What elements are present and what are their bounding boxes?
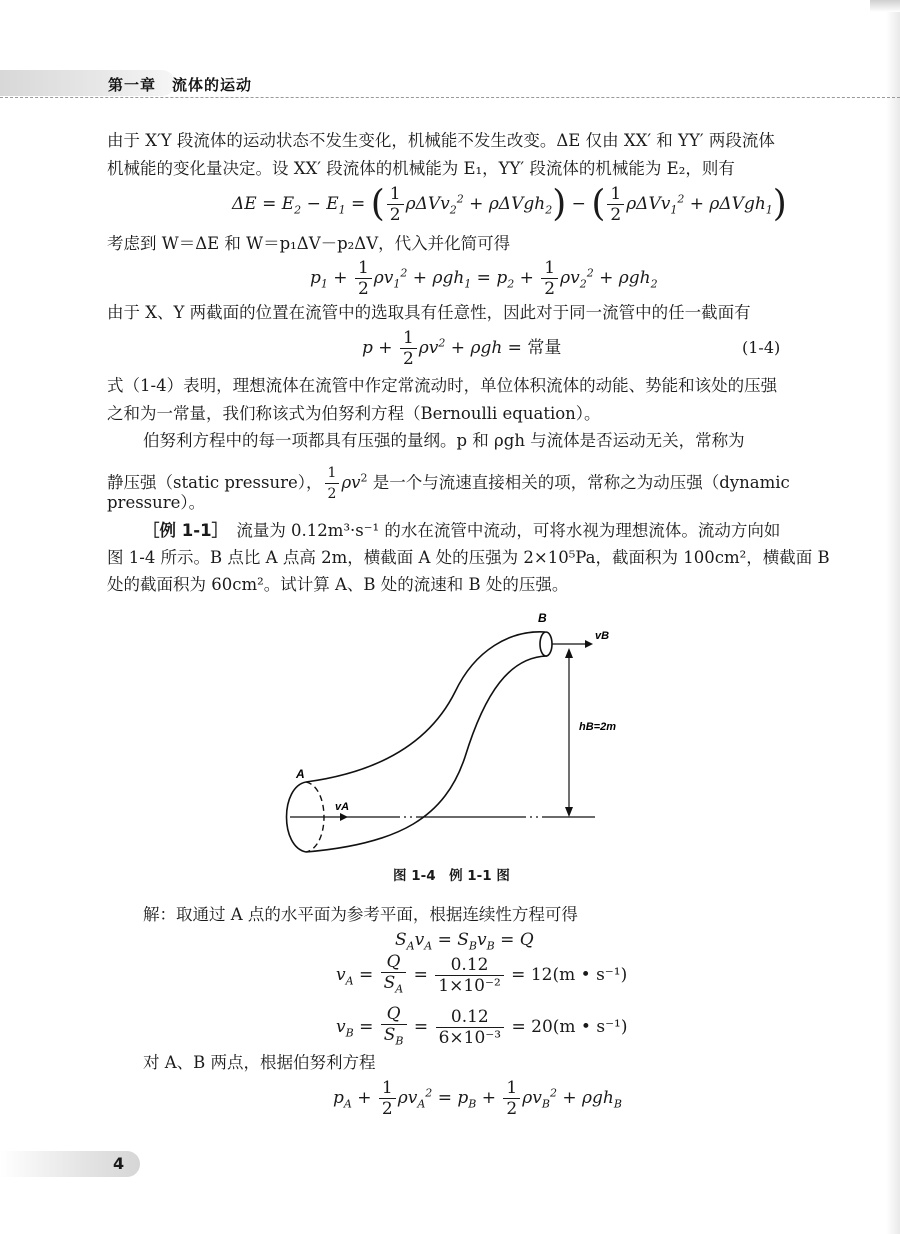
label-height: hB=2m bbox=[579, 721, 616, 733]
bernoulli-ab-equation: $p_A$ + $\frac{1}{2}$ $\rho v_A^2 = p_B$ + $\frac{1}{2}$ $\rho v_B^2 + \rho gh_B$ bbox=[333, 1078, 622, 1119]
flow-tube-figure bbox=[270, 612, 630, 862]
continuity-equation: $S_Av_A = S_Bv_B = Q$ bbox=[395, 930, 534, 953]
running-header bbox=[0, 66, 900, 98]
paragraph-line: 之和为一常量，我们称该式为伯努利方程（Bernoulli equation）。 bbox=[107, 404, 601, 423]
example-line bbox=[143, 521, 780, 541]
paragraph-line: 解：取通过 A 点的水平面为参考平面，根据连续性方程可得 bbox=[143, 905, 578, 924]
height-arrow-top bbox=[565, 648, 573, 658]
va-arrowhead bbox=[340, 813, 348, 821]
page-number: 4 bbox=[113, 1154, 125, 1173]
va-result: 12 bbox=[530, 965, 553, 986]
corner-shade bbox=[870, 0, 900, 12]
vb-unit: (m • s⁻¹) bbox=[552, 1017, 628, 1038]
chapter-title: 第一章 流体的运动 bbox=[108, 76, 253, 94]
label-vb: vB bbox=[595, 630, 610, 642]
paragraph-line: 机械能的变化量决定。设 XX′ 段流体的机械能为 E₁，YY′ 段流体的机械能为 E₂，则有 bbox=[107, 159, 735, 178]
bernoulli-equation: p + $\frac{1}{2}$ $\rho v^2 + \rho gh$ = 常量 bbox=[362, 328, 562, 369]
label-a: A bbox=[296, 767, 305, 781]
paragraph-line: 考虑到 W＝ΔE 和 W＝p₁ΔV－p₂ΔV，代入并化简可得 bbox=[107, 234, 511, 253]
paragraph-line: 处的截面积为 60cm²。试计算 A、B 处的流速和 B 处的压强。 bbox=[107, 575, 569, 594]
velocity-a-equation: $v_A$ = $\frac{Q}{S_A}$ = $\frac{0.12}{\text{1×10⁻²}}$ = 12(m • s⁻¹) bbox=[336, 952, 628, 997]
page-edge-shade bbox=[886, 0, 900, 1234]
tube-lower-wall bbox=[306, 656, 547, 852]
header-rule bbox=[0, 97, 900, 98]
paragraph-line: 伯努利方程中的每一项都具有压强的量纲。p 和 ρgh 与流体是否运动无关，常称为 bbox=[143, 431, 745, 450]
vb-arrowhead bbox=[585, 640, 593, 648]
label-b: B bbox=[538, 612, 547, 625]
constant-word: 常量 bbox=[527, 338, 562, 358]
static-pressure-text: 静压强（static pressure）， bbox=[107, 473, 323, 492]
height-arrow-bottom bbox=[565, 807, 573, 817]
paragraph-line: pressure）。 bbox=[107, 493, 206, 512]
tube-upper-wall bbox=[306, 632, 545, 782]
example-label: ［例 1-1］ bbox=[143, 521, 220, 540]
va-unit: (m • s⁻¹) bbox=[552, 965, 628, 986]
flow-numerator: 0.12 bbox=[436, 1007, 504, 1028]
paragraph-line-with-fraction: 静压强（static pressure）， $\frac{1}{2}$ $\rho v^2$ 是一个与流速直接相关的项，常称之为动压强（dynamic bbox=[107, 465, 790, 502]
energy-change-equation: $\Delta E = E_2 - E_1$ = ( $\frac{1}{2}$ ρΔVv$_2^2$ + ρΔVgh$_2$) − ( $\frac{1}{2}$ ρΔVv$_1^2$ + ρΔVgh$_1$) bbox=[232, 183, 787, 225]
paragraph-line: 由于 X、Y 两截面的位置在流管中的选取具有任意性，因此对于同一流管中的任一截面有 bbox=[107, 303, 751, 322]
velocity-b-equation: $v_B$ = $\frac{Q}{S_B}$ = $\frac{0.12}{\text{6×10⁻³}}$ = 20(m • s⁻¹) bbox=[336, 1004, 628, 1049]
dynamic-pressure-text: 是一个与流速直接相关的项，常称之为动压强（dynamic bbox=[372, 473, 790, 492]
paragraph-line: 图 1-4 所示。B 点比 A 点高 2m，横截面 A 处的压强为 2×10⁵Pa，截面积为 100cm²，横截面 B bbox=[107, 548, 830, 567]
label-va: vA bbox=[335, 801, 350, 813]
paragraph-line: 由于 X′Y 段流体的运动状态不发生变化，机械能不发生改变。ΔE 仅由 XX′ 和 YY′ 两段流体 bbox=[107, 131, 775, 150]
paragraph-line: 对 A、B 两点，根据伯努利方程 bbox=[143, 1053, 376, 1072]
bernoulli-two-point-equation: $p_1$ + $\frac{1}{2}$ $\rho v_1^2 + \rho gh_1 = p_2$ + $\frac{1}{2}$ $\rho v_2^2 + \rho gh_2$ bbox=[310, 258, 658, 299]
figure-caption: 图 1-4 例 1-1 图 bbox=[393, 868, 510, 884]
va-denominator: 1×10⁻² bbox=[438, 976, 501, 997]
paragraph-line: 式（1-4）表明，理想流体在流管中作定常流动时，单位体积流体的动能、势能和该处的压强 bbox=[107, 376, 778, 395]
end-b-ellipse bbox=[540, 632, 552, 656]
vb-denominator: 6×10⁻³ bbox=[438, 1028, 502, 1049]
flow-numerator: 0.12 bbox=[435, 955, 503, 976]
vb-result: 20 bbox=[531, 1017, 553, 1038]
example-text: 流量为 0.12m³·s⁻¹ 的水在流管中流动，可将水视为理想流体。流动方向如 bbox=[236, 521, 781, 540]
equation-number: (1-4) bbox=[742, 338, 781, 357]
